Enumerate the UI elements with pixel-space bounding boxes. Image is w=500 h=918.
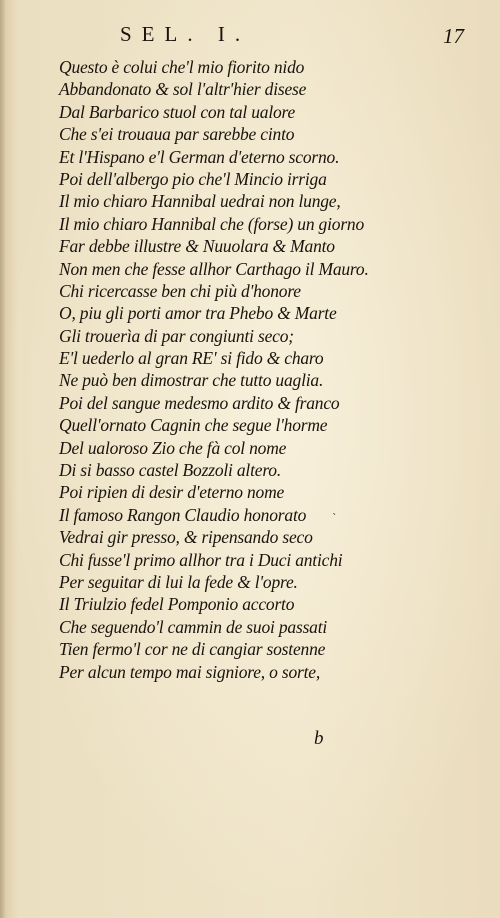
verse-list	[59, 56, 369, 683]
verse-line: Et l'Hispano e'l German d'eterno scorno.	[59, 146, 340, 167]
verse-line: Dal Barbarico stuol con tal ualore	[59, 101, 296, 122]
page-gutter-shadow	[0, 0, 6, 918]
running-head: SEL. I.	[120, 22, 251, 46]
verse-line: Poi ripien di desir d'eterno nome	[59, 482, 285, 503]
verse-line: Il mio chiaro Hannibal uedrai non lunge,	[59, 191, 341, 212]
signature-mark: b	[314, 728, 324, 749]
verse-line: Quell'ornato Cagnin che segue l'horme	[59, 415, 328, 436]
verse-line: Chi fusse'l primo allhor tra i Duci antichi	[59, 549, 343, 570]
verse-line: Per seguitar di lui la fede & l'opre.	[59, 571, 298, 592]
verse-line: Ne può ben dimostrar che tutto uaglia.	[59, 370, 324, 391]
page-number: 17	[443, 24, 464, 48]
verse-line: Il Triulzio fedel Pomponio accorto	[59, 594, 295, 615]
verse-line: Del ualoroso Zio che fà col nome	[59, 437, 287, 458]
verse-line: E'l uederlo al gran RE' si fido & charo	[59, 348, 324, 369]
verse-line: Chi ricercasse ben chi più d'honore	[59, 280, 301, 301]
verse-line: Di si basso castel Bozzoli altero.	[59, 460, 281, 481]
verse-line: Che seguendo'l cammin de suoi passati	[59, 616, 328, 637]
verse-line: Non men che fesse allhor Carthago il Mauro.	[59, 258, 369, 279]
verse-line: Il famoso Rangon Claudio honorato	[59, 504, 307, 525]
page-header	[120, 22, 464, 52]
verse-line: Far debbe illustre & Nuuolara & Manto	[59, 236, 335, 257]
verse-line: Tien fermo'l cor ne di cangiar sostenne	[59, 639, 326, 660]
verse-line: Poi dell'albergo pio che'l Mincio irriga	[59, 168, 327, 189]
ink-mark: `	[332, 512, 338, 525]
verse-line: Gli trouerìa di par congiunti seco;	[59, 325, 294, 346]
verse-line: Il mio chiaro Hannibal che (forse) un giorno	[59, 213, 365, 234]
verse-line: Vedrai gir presso, & ripensando seco	[59, 527, 313, 548]
verse-line: O, piu gli porti amor tra Phebo & Marte	[59, 303, 337, 324]
verse-line: Abbandonato & sol l'altr'hier disese	[59, 79, 307, 100]
verse-line: Che s'ei trouaua par sarebbe cinto	[59, 124, 295, 145]
verse-line: Poi del sangue medesmo ardito & franco	[59, 392, 340, 413]
verse-line: Per alcun tempo mai signiore, o sorte,	[59, 661, 321, 682]
verse-line: Questo è colui che'l mio fiorito nido	[59, 57, 305, 77]
